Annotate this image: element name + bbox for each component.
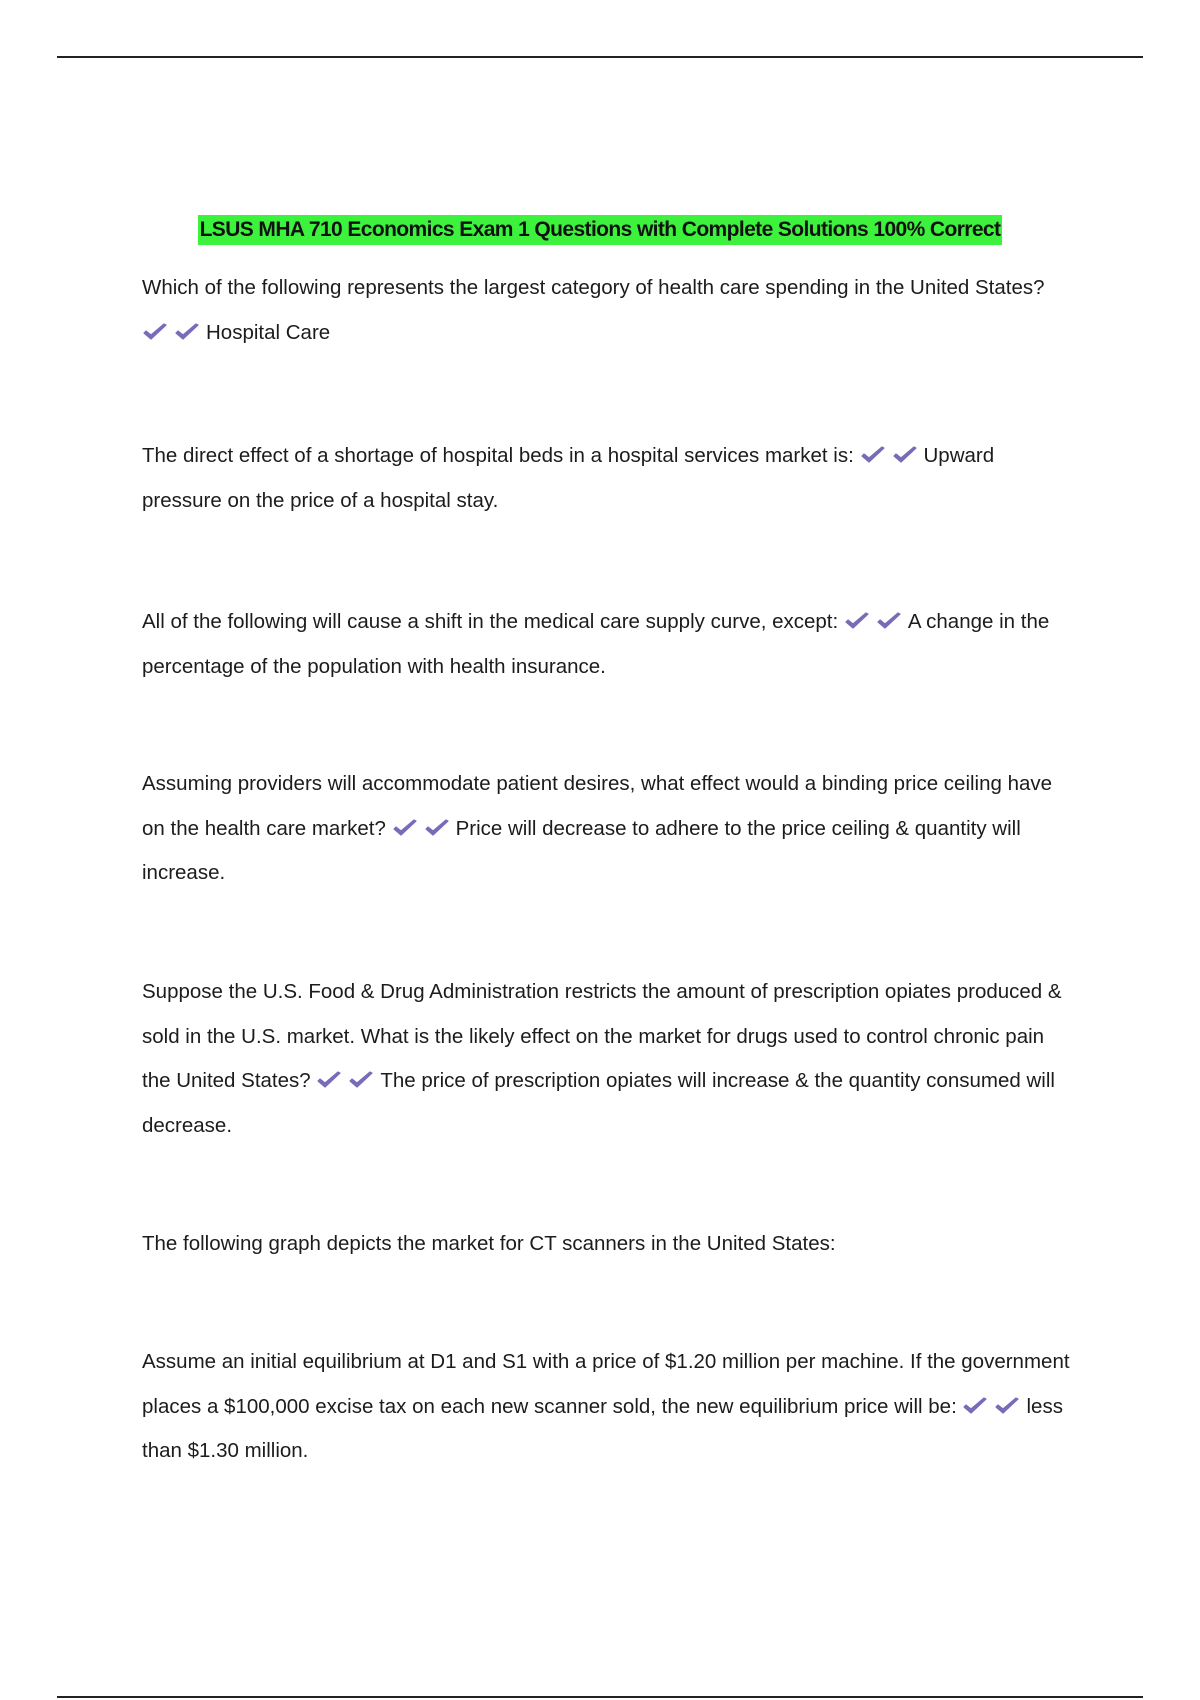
- header-rule: [57, 56, 1143, 58]
- answer-text: The price of prescription opiates will increase & the quantity consumed will decrease.: [142, 1069, 1055, 1137]
- check-icon: [142, 322, 168, 342]
- check-icon: [392, 818, 418, 838]
- qa-item-6: [142, 1222, 1072, 1267]
- answer-text: Hospital Care: [206, 320, 331, 344]
- check-icon: [860, 445, 886, 465]
- footer-rule: [57, 1696, 1143, 1698]
- check-icon: [892, 445, 918, 465]
- check-icon: [844, 611, 870, 631]
- question-text: Assume an initial equilibrium at D1 and S1 with a price of $1.20 million per machine. If the government places a $100,000 excise tax on each new scanner sold, the new equilibrium price will be:: [142, 1350, 1070, 1418]
- answer-text: less than $1.30 million.: [142, 1394, 1063, 1462]
- answer-text: A change in the percentage of the population with health insurance.: [142, 610, 1050, 678]
- check-icon: [876, 611, 902, 631]
- question-text: Assuming providers will accommodate patient desires, what effect would a binding price ceiling have on the health care market?: [142, 772, 1053, 840]
- check-icon: [174, 322, 200, 342]
- document-title: LSUS MHA 710 Economics Exam 1 Questions with Complete Solutions 100% Correct: [198, 215, 1003, 245]
- check-icon: [424, 818, 450, 838]
- check-icon: [994, 1396, 1020, 1416]
- qa-item-7: [142, 1340, 1072, 1474]
- qa-item-5: [142, 970, 1072, 1148]
- question-text: Suppose the U.S. Food & Drug Administration restricts the amount of prescription opiates produced & sold in the U.S. market. What is the likely effect on the market for drugs used to control chronic pain the United States?: [142, 980, 1062, 1092]
- answer-text: Upward pressure on the price of a hospital stay.: [142, 444, 995, 512]
- check-icon: [348, 1070, 374, 1090]
- qa-item-3: [142, 600, 1072, 689]
- qa-item-2: [142, 434, 1072, 523]
- title-container: [0, 215, 1200, 245]
- check-icon: [316, 1070, 342, 1090]
- question-text: Which of the following represents the largest category of health care spending in the United States?: [142, 276, 1045, 299]
- qa-item-1: [142, 266, 1072, 355]
- question-text: The following graph depicts the market for CT scanners in the United States:: [142, 1232, 836, 1255]
- question-text: The direct effect of a shortage of hospital beds in a hospital services market is:: [142, 444, 854, 467]
- check-icon: [962, 1396, 988, 1416]
- answer-text: Price will decrease to adhere to the price ceiling & quantity will increase.: [142, 816, 1021, 884]
- question-text: All of the following will cause a shift in the medical care supply curve, except:: [142, 610, 839, 633]
- qa-item-4: [142, 762, 1072, 896]
